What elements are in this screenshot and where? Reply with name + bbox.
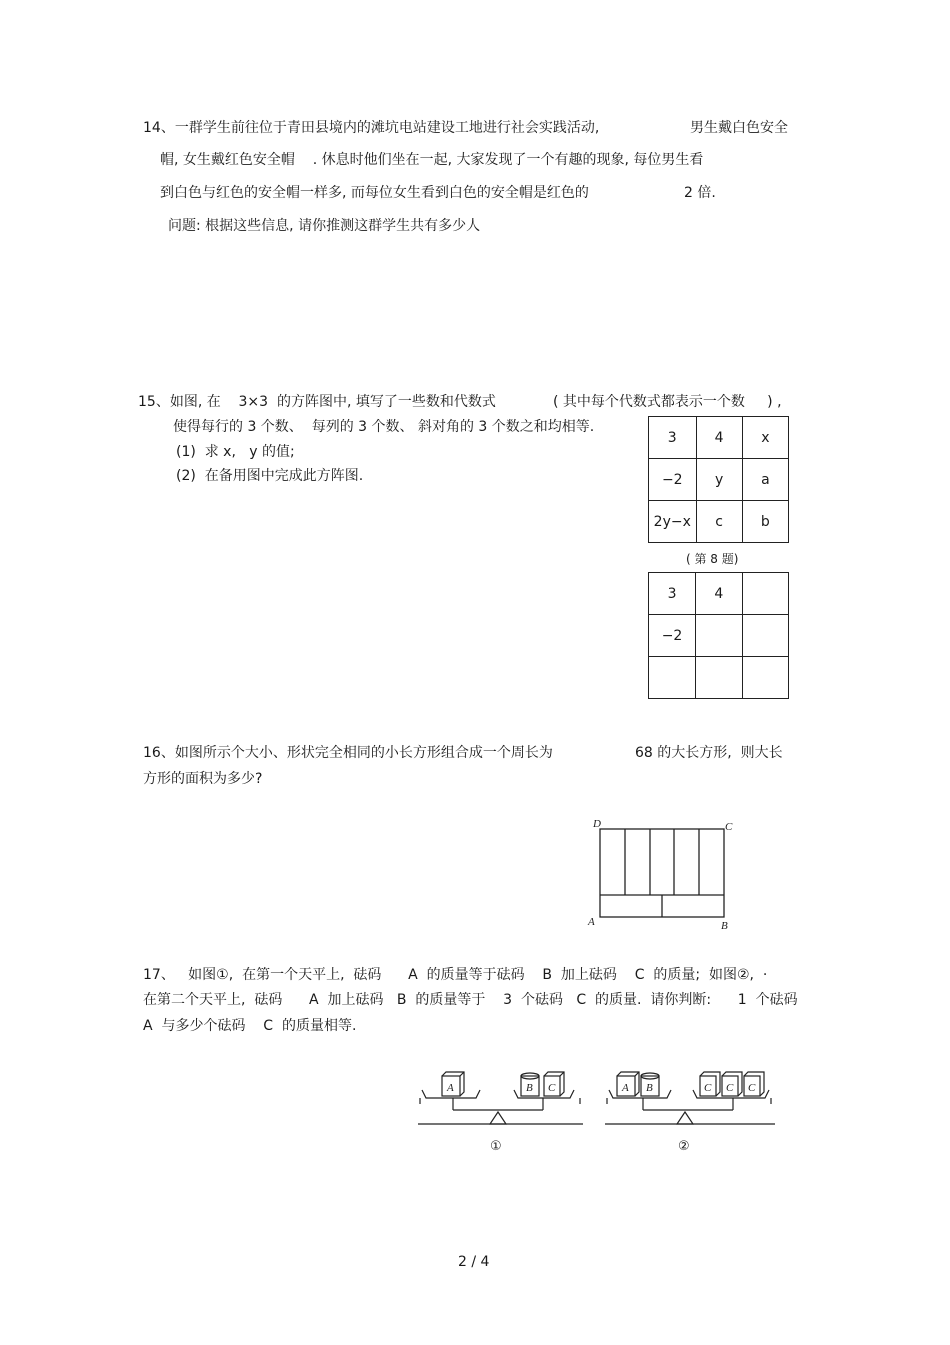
q17-line2: 在第二个天平上, 砝码 A 加上砝码 B 的质量等于 3 个砝码 C 的质量. 请你判断: 1 个砝码: [143, 992, 798, 1008]
q14-line1a: 14、一群学生前往位于青田县境内的滩坑电站建设工地进行社会实践活动,: [143, 120, 600, 136]
q16-line2: 方形的面积为多少?: [143, 771, 263, 787]
vertex-label-a: A: [588, 916, 595, 928]
q15-line1a: 15、如图, 在 3×3 的方阵图中, 填写了一些数和代数式: [138, 394, 496, 410]
rectangle-figure: [585, 815, 735, 935]
page-number: 2 / 4: [458, 1254, 490, 1270]
q14-line3a: 到白色与红色的安全帽一样多, 而每位女生看到白色的安全帽是红色的: [160, 185, 589, 201]
grid-cell: x: [742, 417, 788, 459]
grid-cell: 3: [649, 417, 697, 459]
vertex-label-b: B: [721, 920, 728, 932]
magic-square-grid: [648, 416, 789, 543]
spare-magic-square-grid: [648, 572, 789, 699]
grid-cell: a: [742, 459, 788, 501]
grid-cell: [696, 657, 743, 699]
q15-line2: 使得每行的 3 个数、 每列的 3 个数、 斜对角的 3 个数之和均相等.: [173, 419, 595, 435]
grid-cell: [742, 615, 788, 657]
grid-cell: −2: [649, 459, 697, 501]
grid-cell: b: [742, 501, 788, 543]
grid-cell: 4: [696, 417, 742, 459]
q17-line1: 17、 如图①, 在第一个天平上, 砝码 A 的质量等于砝码 B 加上砝码 C 的质量; 如图②, ·: [143, 967, 768, 983]
q15-line1b: ( 其中每个代数式都表示一个数 ) ,: [553, 394, 782, 410]
q16-line1b: 68 的大长方形, 则大长: [635, 745, 783, 761]
q14-line3b: 2 倍.: [684, 185, 716, 201]
vertex-label-d: D: [593, 818, 601, 830]
balance-scale-2: [605, 1062, 775, 1157]
weight-label: C: [748, 1082, 756, 1094]
weight-label: A: [622, 1082, 629, 1094]
q14-line1b: 男生戴白色安全: [690, 120, 788, 136]
q15-line3: (1) 求 x, y 的值;: [176, 444, 295, 460]
q14-line2: 帽, 女生戴红色安全帽 . 休息时他们坐在一起, 大家发现了一个有趣的现象, 每位男生看: [160, 152, 704, 168]
weight-label: A: [447, 1082, 454, 1094]
q15-line4: (2) 在备用图中完成此方阵图.: [176, 468, 364, 484]
grid-cell: −2: [649, 615, 696, 657]
q14-line4: 问题: 根据这些信息, 请你推测这群学生共有多少人: [168, 218, 481, 234]
vertex-label-c: C: [725, 821, 733, 833]
balance-scale-1: [418, 1062, 583, 1157]
grid-cell: 4: [696, 573, 743, 615]
weight-label: C: [548, 1082, 556, 1094]
grid-cell: [742, 657, 788, 699]
scale-number-label: ①: [490, 1139, 502, 1154]
grid-cell: [742, 573, 788, 615]
q16-line1a: 16、如图所示个大小、形状完全相同的小长方形组合成一个周长为: [143, 745, 553, 761]
weight-label: C: [726, 1082, 734, 1094]
grid-cell: 3: [649, 573, 696, 615]
weight-label: B: [526, 1082, 533, 1094]
weight-label: B: [646, 1082, 653, 1094]
weight-label: C: [704, 1082, 712, 1094]
grid-cell: y: [696, 459, 742, 501]
grid-cell: [696, 615, 743, 657]
q17-line3: A 与多少个砝码 C 的质量相等.: [143, 1018, 357, 1034]
grid-cell: 2y−x: [649, 501, 697, 543]
grid-cell: c: [696, 501, 742, 543]
grid-cell: [649, 657, 696, 699]
scale-number-label: ②: [678, 1139, 690, 1154]
grid-caption: ( 第 8 题): [686, 552, 739, 566]
